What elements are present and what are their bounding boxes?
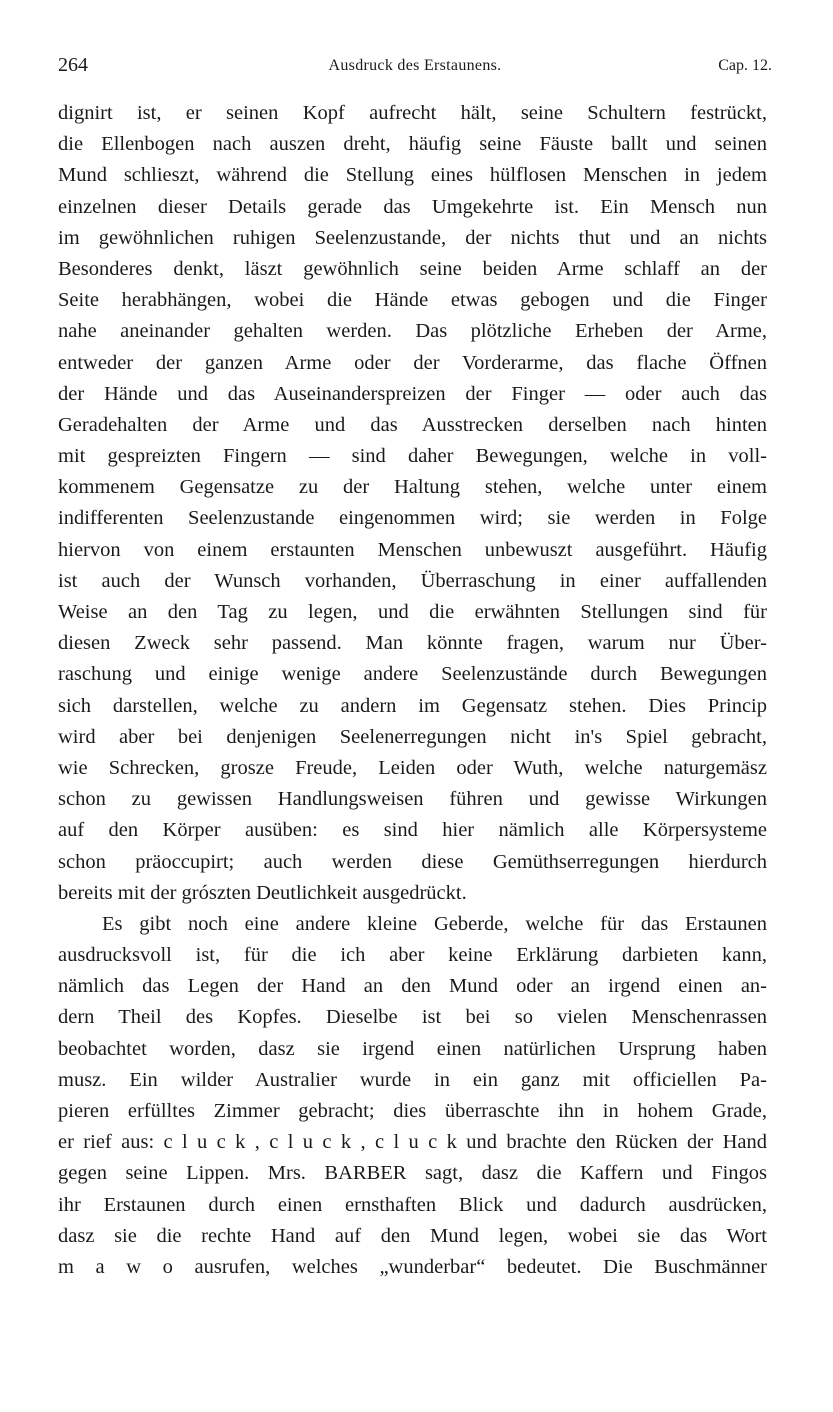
running-title: Ausdruck des Erstaunens.: [328, 57, 502, 74]
text-line: Mund schlieszt, während die Stellung eines hülflosen Menschen in jedem: [58, 164, 767, 187]
text-line: sich darstellen, welche zu andern im Gegensatz stehen. Dies Princip: [58, 694, 767, 717]
text-line: mit gespreizten Fingern — sind daher Bewegungen, welche in voll-: [58, 445, 767, 468]
text-line: Seite herabhängen, wobei die Hände etwas gebogen und die Finger: [58, 289, 767, 312]
text-line: schon präoccupirt; auch werden diese Gemüthserregungen hierdurch: [58, 850, 767, 873]
text-line: nämlich das Legen der Hand an den Mund oder an irgend einen an-: [58, 975, 767, 998]
text-line: im gewöhnlichen ruhigen Seelenzustande, der nichts thut und an nichts: [58, 226, 767, 249]
text-line: dignirt ist, er seinen Kopf aufrecht hält, seine Schultern festrückt,: [58, 102, 767, 124]
text-line: pieren erfülltes Zimmer gebracht; dies überraschte ihn in hohem Grade,: [58, 1100, 767, 1122]
text-line: entweder der ganzen Arme oder der Vorderarme, das flache Öffnen: [58, 351, 767, 374]
text-line: die Ellenbogen nach auszen dreht, häufig seine Fäuste ballt und seinen: [58, 133, 767, 156]
text-line: wie Schrecken, grosze Freude, Leiden oder Wuth, welche naturgemäsz: [58, 756, 767, 779]
text-line: nahe aneinander gehalten werden. Das plötzliche Erheben der Arme,: [58, 320, 767, 343]
text-line: auf den Körper ausüben: es sind hier nämlich alle Körpersysteme: [58, 819, 767, 842]
text-line: raschung und einige wenige andere Seelenzustände durch Bewegungen: [58, 663, 767, 686]
text-line: hiervon von einem erstaunten Menschen unbewuszt ausgeführt. Häufig: [58, 538, 767, 561]
chapter-label: Cap. 12.: [718, 57, 772, 74]
paragraph-start-line: Es gibt noch eine andere kleine Geberde, welche für das Erstaunen: [102, 912, 767, 935]
text-line: Besonderes denkt, läszt gewöhnlich seine beiden Arme schlaff an der: [58, 257, 767, 280]
text-line: der Hände und das Auseinanderspreizen der Finger — oder auch das: [58, 382, 767, 405]
text-line: wird aber bei denjenigen Seelenerregungen nicht in's Spiel gebracht,: [58, 725, 767, 748]
body-text: [58, 98, 767, 1283]
text-line: kommenem Gegensatze zu der Haltung stehen, welche unter einem: [58, 476, 767, 499]
paragraph-end-line: bereits mit der grószten Deutlichkeit ausgedrückt.: [58, 881, 467, 904]
text-line: Weise an den Tag zu legen, und die erwähnten Stellungen sind für: [58, 601, 767, 623]
text-line: ist auch der Wunsch vorhanden, Überraschung in einer auffallenden: [58, 569, 767, 592]
text-line: dasz sie die rechte Hand auf den Mund legen, wobei sie das Wort: [58, 1224, 767, 1247]
text-line: musz. Ein wilder Australier wurde in ein ganz mit officiellen Pa-: [58, 1068, 767, 1091]
text-line: Geradehalten der Arme und das Ausstrecken derselben nach hinten: [58, 413, 767, 436]
text-line: einzelnen dieser Details gerade das Umgekehrte ist. Ein Mensch nun: [58, 195, 767, 218]
text-line: er rief aus: c l u c k , c l u c k , c l u c k und brachte den Rücken der Hand: [58, 1131, 767, 1154]
text-line: beobachtet worden, dasz sie irgend einen natürlichen Ursprung haben: [58, 1037, 767, 1060]
text-line: indifferenten Seelenzustande eingenommen wird; sie werden in Folge: [58, 507, 767, 530]
page-number: 264: [58, 54, 88, 76]
running-header: [58, 54, 772, 80]
text-line: gegen seine Lippen. Mrs. BARBER sagt, dasz die Kaffern und Fingos: [58, 1162, 767, 1185]
text-line: m a w o ausrufen, welches „wunderbar“ bedeutet. Die Buschmänner: [58, 1255, 767, 1278]
text-line: dern Theil des Kopfes. Dieselbe ist bei so vielen Menschenrassen: [58, 1006, 767, 1029]
text-line: schon zu gewissen Handlungsweisen führen und gewisse Wirkungen: [58, 788, 767, 811]
text-line: ihr Erstaunen durch einen ernsthaften Blick und dadurch ausdrücken,: [58, 1193, 767, 1216]
text-line: ausdrucksvoll ist, für die ich aber keine Erklärung darbieten kann,: [58, 944, 767, 967]
text-line: diesen Zweck sehr passend. Man könnte fragen, warum nur Über-: [58, 632, 767, 655]
